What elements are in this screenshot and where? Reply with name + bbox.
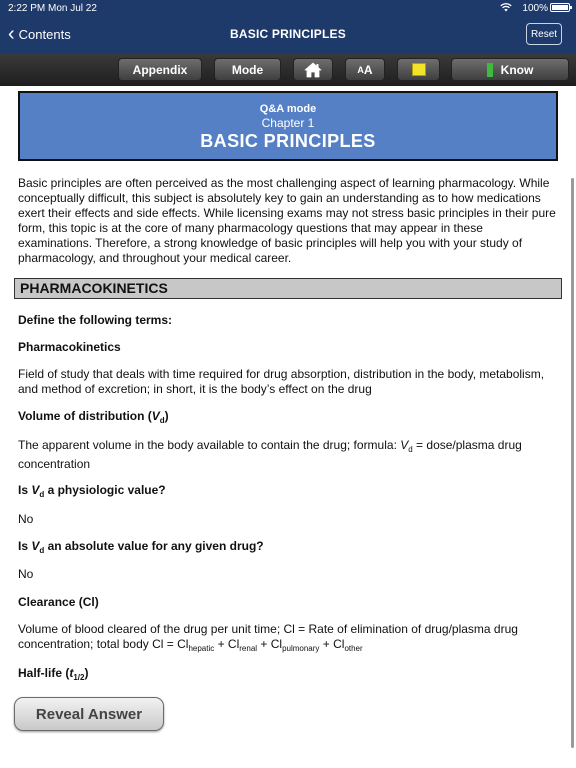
definition-pharmacokinetics: Field of study that deals with time required for drug absorption, distribution in the body, metabolism, and method of excretion; in short, it is the body’s effect on the drug [18,367,545,396]
hl-subscript: 1/2 [73,673,85,682]
q2-text-b: an absolute value for any given drug? [44,539,264,553]
home-icon [304,62,322,78]
vd-def-text: The apparent volume in the body available to contain the drug; formula: [18,438,401,452]
toolbar [0,54,576,86]
cl-hepatic: hepatic [188,644,215,653]
vd-def-formula: = dose/plasma drug concentration [18,438,522,471]
cl-other: other [344,644,363,653]
question-physiologic [18,483,558,502]
answer-absolute: No [18,567,34,581]
font-size-button[interactable] [345,58,385,81]
cl-plus-2: + Cl [257,637,283,651]
font-large-label: A [363,62,373,77]
content-area [0,86,576,768]
home-button[interactable] [293,58,333,81]
define-prompt: Define the following terms: [18,313,173,327]
vd-def-symbol: V [400,438,409,452]
navigation-bar [0,0,576,54]
chapter-label: Chapter 1 [261,116,315,130]
hl-text-b: ) [84,666,89,680]
vd-def-subscript: d [408,445,413,454]
chevron-left-icon: ‹ [8,23,15,45]
chapter-title: BASIC PRINCIPLES [200,131,376,151]
section-header: PHARMACOKINETICS [14,278,562,299]
intro-paragraph: Basic principles are often perceived as the most challenging aspect of learning pharmacology. While conceptually difficult, this subject is absolutely key to gain an understanding as to how medications exert their effects and side effects. While licensing exams may not stress basic principles in their pure form, this topic is at the core of many pharmacology questions that may appear in these examinations. Therefore, a strong knowledge of basic principles will help you with your study of pharmacology, and throughout your medical career. [18,176,556,265]
know-label: Know [500,62,534,77]
q1-text-b: a physiologic value? [44,483,166,497]
q1-subscript: d [39,490,45,499]
bookmark-flag-icon [487,63,493,77]
cl-pulmonary: pulmonary [282,644,320,653]
reveal-answer-button[interactable]: Reveal Answer [14,697,164,731]
definition-volume-of-distribution [18,438,558,472]
chapter-banner [18,91,558,161]
q1-symbol: V [31,483,40,497]
know-button[interactable] [451,58,569,81]
mode-label: Q&A mode [259,103,317,115]
answer-physiologic: No [18,512,34,526]
vd-symbol: V [151,409,160,423]
q2-subscript: d [39,546,45,555]
cl-def-text: Volume of blood cleared of the drug per unit time; Cl = Rate of elimination of drug/plasma drug concentration; total body Cl = Cl [18,622,518,651]
status-date: Mon Jul 22 [48,3,97,14]
term-clearance: Clearance (Cl) [18,595,99,609]
font-small-label: A [357,64,364,75]
vd-term-text: Volume of distribution ( [18,409,152,423]
q2-symbol: V [31,539,40,553]
wifi-icon [500,2,512,12]
note-icon [412,63,426,76]
mode-button[interactable]: Mode [214,58,281,81]
q2-text-a: Is [18,539,32,553]
hl-text-a: Half-life ( [18,666,70,680]
vd-subscript: d [159,416,165,425]
definition-clearance [18,622,558,656]
term-volume-of-distribution [18,409,558,428]
reset-button[interactable]: Reset [526,23,562,45]
page-title: BASIC PRINCIPLES [230,27,346,41]
back-label: Contents [18,26,71,42]
scrollbar[interactable] [571,178,574,748]
cl-plus-3: + Cl [319,637,345,651]
note-button[interactable] [397,58,440,81]
battery-percent: 100% [522,3,548,14]
q1-text-a: Is [18,483,32,497]
cl-renal: renal [239,644,258,653]
term-half-life [18,666,558,685]
status-time: 2:22 PM [8,3,46,14]
status-bar [0,0,576,16]
question-absolute [18,539,558,558]
term-pharmacokinetics: Pharmacokinetics [18,340,121,354]
hl-symbol: t [69,666,74,680]
cl-plus-1: + Cl [214,637,240,651]
vd-term-close: ) [164,409,169,423]
appendix-button[interactable]: Appendix [118,58,202,81]
battery-icon [550,3,570,12]
